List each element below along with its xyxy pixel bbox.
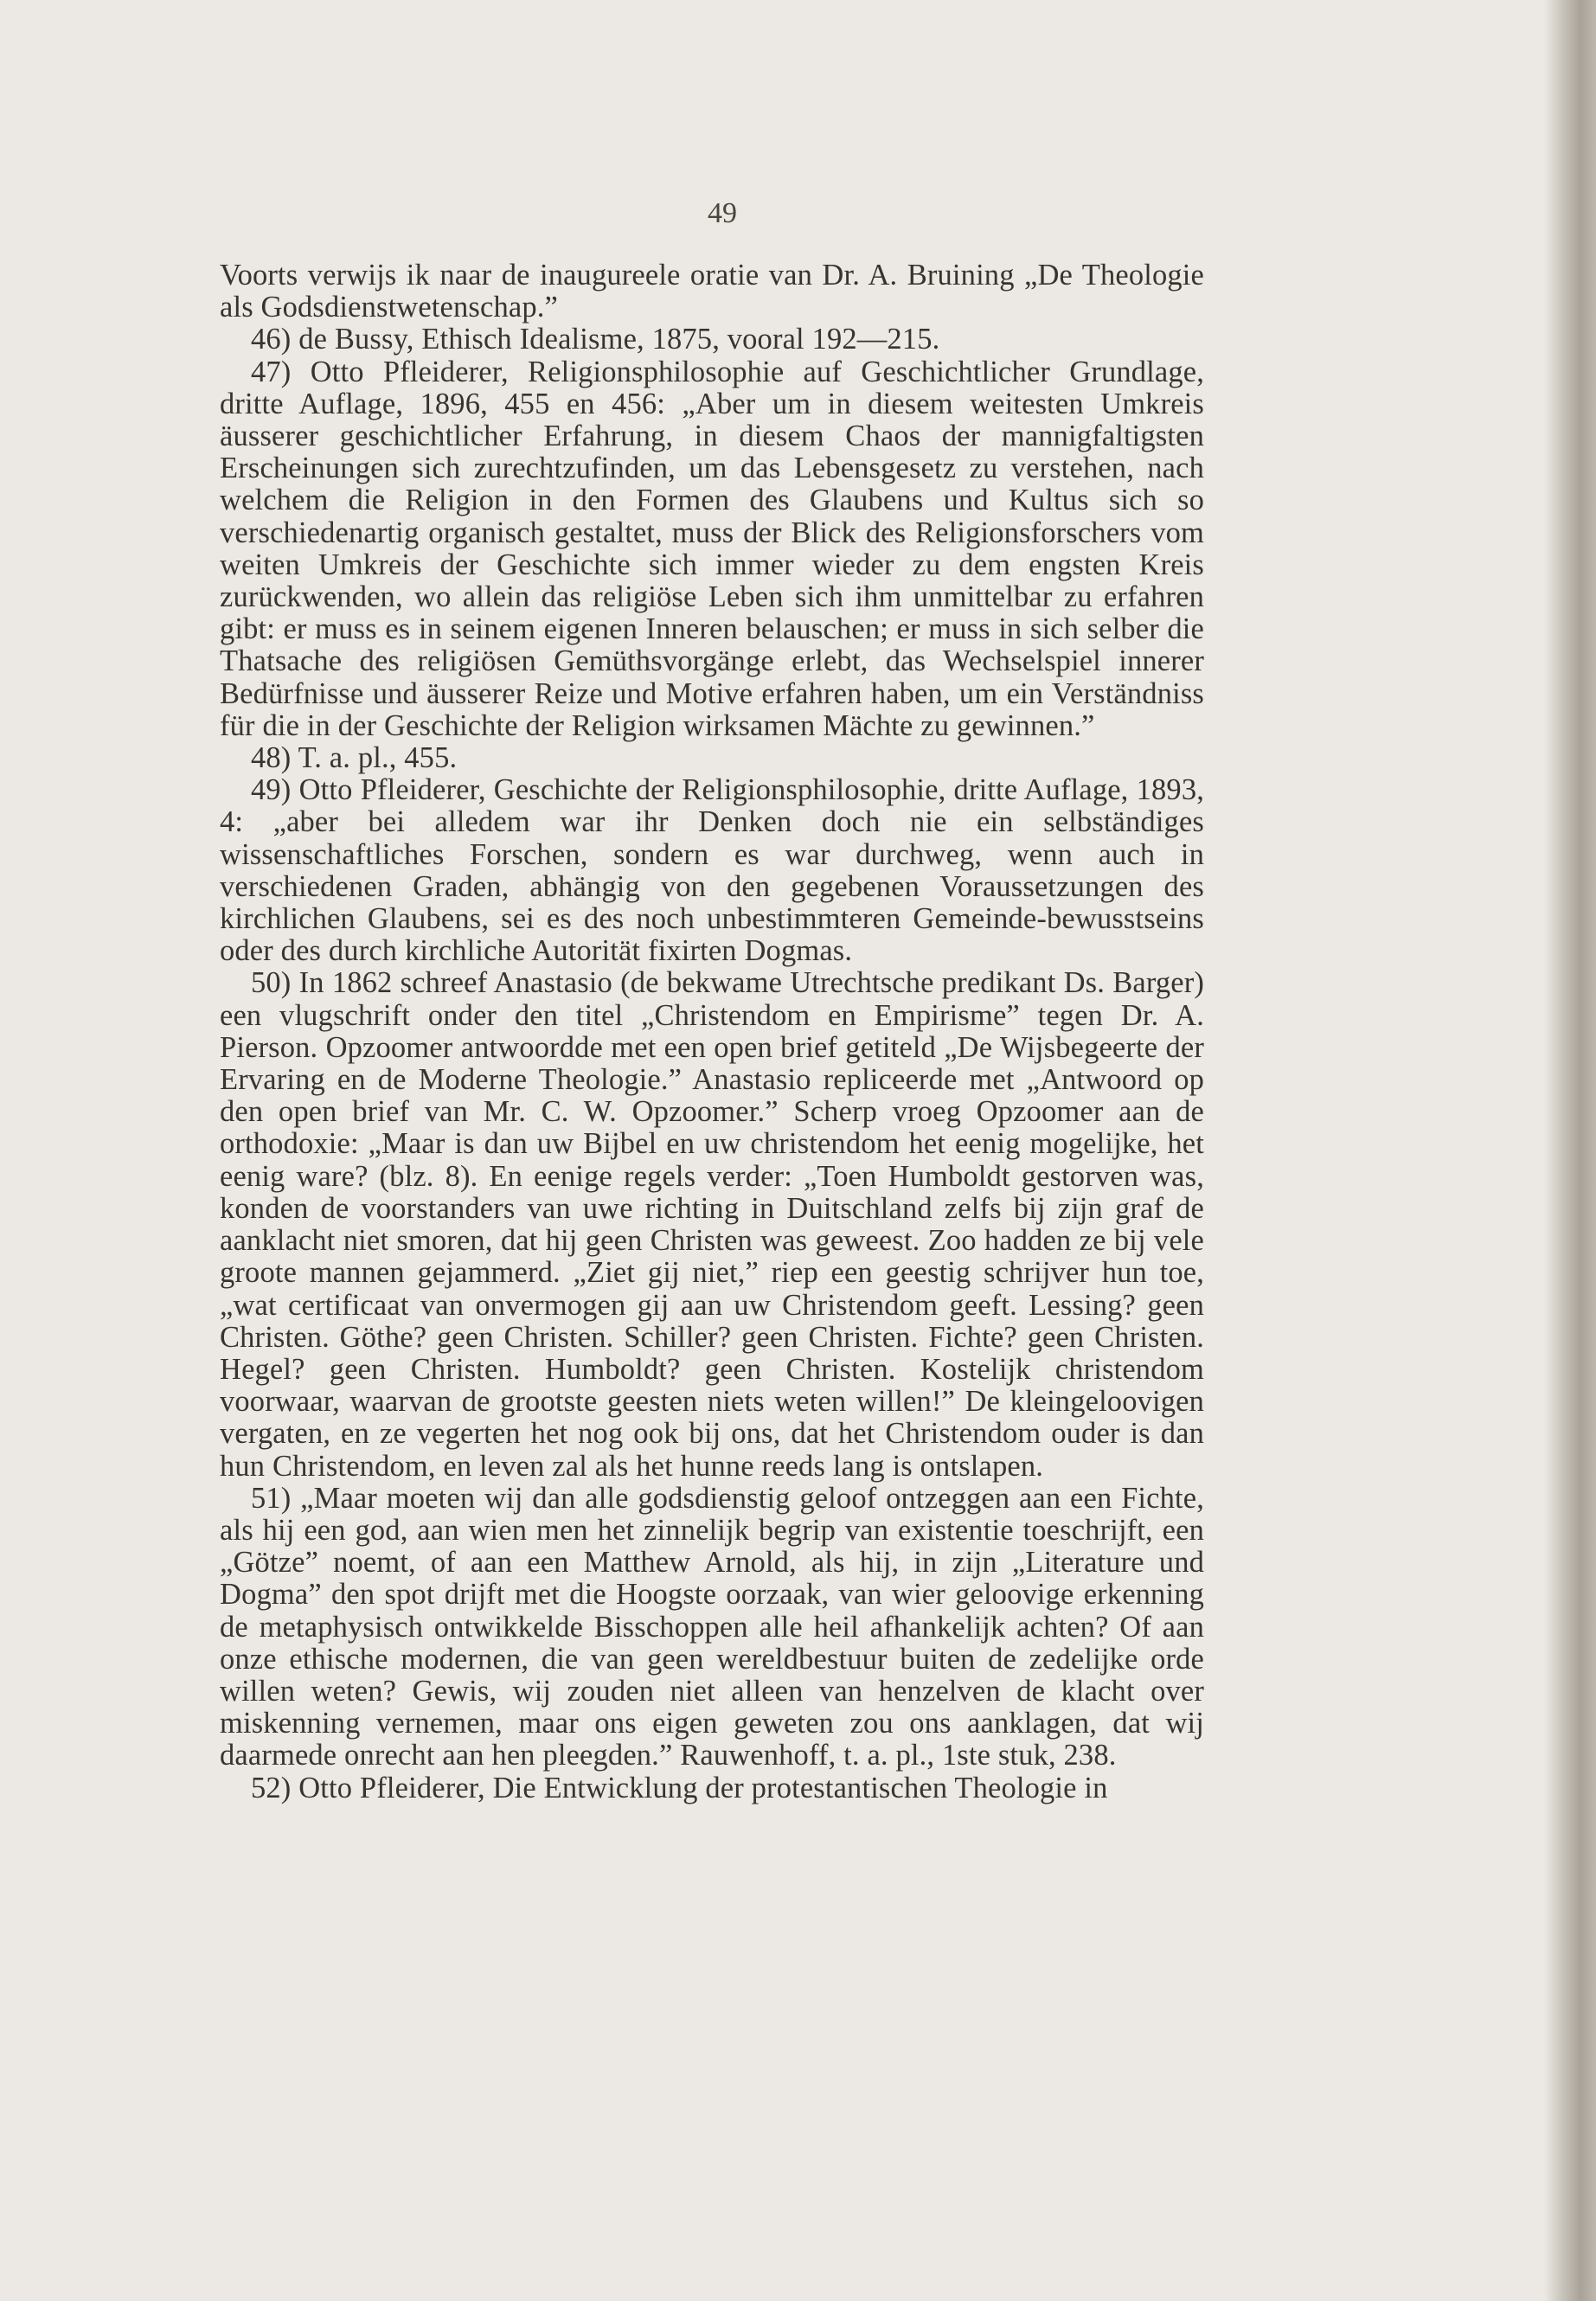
footnote-52: 52) Otto Pfleiderer, Die Entwicklung der protestantischen Theologie in	[251, 1771, 1108, 1804]
footnote-51: 51) „Maar moeten wij dan alle godsdienstig geloof ontzeggen aan een Fichte, als hij een god, aan wien men het zinnelijk begrip van existentie toeschrijft, een „Götze” noemt, of aan een Matthew Arnold, als hij, in zijn „Literature und Dogma” den spot drijft met die Hoogste oorzaak, van wier geloovige erkenning de metaphysisch ontwikkelde Bisschoppen alle heil afhankelijk achten? Of aan onze ethische modernen, die van geen wereldbestuur buiten de zedelijke orde willen weten? Gewis, wij zouden niet alleen van henzelven de klacht over miskenning vernemen, maar ons eigen geweten zou ons aanklagen, dat wij daarmede onrecht aan hen pleegden.” Rauwenhoff, t. a. pl., 1ste stuk, 238.	[220, 1481, 1204, 1772]
footnote-49: 49) Otto Pfleiderer, Geschichte der Religionsphilosophie, dritte Auflage, 1893, 4: „aber bei alledem war ihr Denken doch nie ein selbständiges wissenschaftliches Forschen, sondern es war durchweg, wenn auch in verschiedenen Graden, abhängig von den gegebenen Voraussetzungen des kirchlichen Glaubens, sei es des noch unbestimmteren Gemeinde-bewusstseins oder des durch kirchliche Autorität fixirten Dogmas.	[220, 773, 1204, 968]
page-edge-shadow	[1544, 0, 1596, 2301]
footnotes-text	[220, 260, 1204, 1804]
page-number: 49	[708, 197, 737, 229]
footnote-48: 48) T. a. pl., 455.	[251, 741, 458, 775]
intro-paragraph: Voorts verwijs ik naar de inaugureele oratie van Dr. A. Bruining „De Theologie als Godsdienstwetenschap.”	[220, 259, 1204, 324]
footnote-47: 47) Otto Pfleiderer, Religionsphilosophie auf Geschichtlicher Grundlage, dritte Auflage, 1896, 455 en 456: „Aber um in diesem weitesten Umkreis äusserer geschichtlicher Erfahrung, in diesem Chaos der mannigfaltigsten Erscheinungen sich zurechtzufinden, um das Lebensgesetz zu verstehen, nach welchem die Religion in den Formen des Glaubens und Kultus sich so verschiedenartig organisch gestaltet, muss der Blick des Religionsforschers vom weiten Umkreis der Geschichte sich immer wieder zu dem engsten Kreis zurückwenden, wo allein das religiöse Leben sich ihm unmittelbar zu erfahren gibt: er muss es in seinem eigenen Inneren belauschen; er muss in sich selber die Thatsache des religiösen Gemüthsvorgänge erlebt, das Wechselspiel innerer Bedürfnisse und äusserer Reize und Motive erfahren haben, um ein Verständniss für die in der Geschichte der Religion wirksamen Mächte zu gewinnen.”	[220, 355, 1204, 742]
footnote-50: 50) In 1862 schreef Anastasio (de bekwame Utrechtsche predikant Ds. Barger) een vlugschrift onder den titel „Christendom en Empirisme” tegen Dr. A. Pierson. Opzoomer antwoordde met een open brief getiteld „De Wijsbegeerte der Ervaring en de Moderne Theologie.” Anastasio repliceerde met „Antwoord op den open brief van Mr. C. W. Opzoomer.” Scherp vroeg Opzoomer aan de orthodoxie: „Maar is dan uw Bijbel en uw christendom het eenig mogelijke, het eenig ware? (blz. 8). En eenige regels verder: „Toen Humboldt gestorven was, konden de voorstanders van uwe richting in Duitschland zelfs bij zijn graf de aanklacht niet smoren, dat hij geen Christen was geweest. Zoo hadden ze bij vele groote mannen gejammerd. „Ziet gij niet,” riep een geestig schrijver hun toe, „wat certificaat van onvermogen gij aan uw Christendom geeft. Lessing? geen Christen. Göthe? geen Christen. Schiller? geen Christen. Fichte? geen Christen. Hegel? geen Christen. Humboldt? geen Christen. Kostelijk christendom voorwaar, waarvan de grootste geesten niets weten willen!” De kleingeloovigen vergaten, en ze vegerten het nog ook bij ons, dat het Christendom ouder is dan hun Christendom, en leven zal als het hunne reeds lang is ontslapen.	[220, 966, 1204, 1483]
footnote-46: 46) de Bussy, Ethisch Idealisme, 1875, vooral 192—215.	[251, 323, 940, 356]
